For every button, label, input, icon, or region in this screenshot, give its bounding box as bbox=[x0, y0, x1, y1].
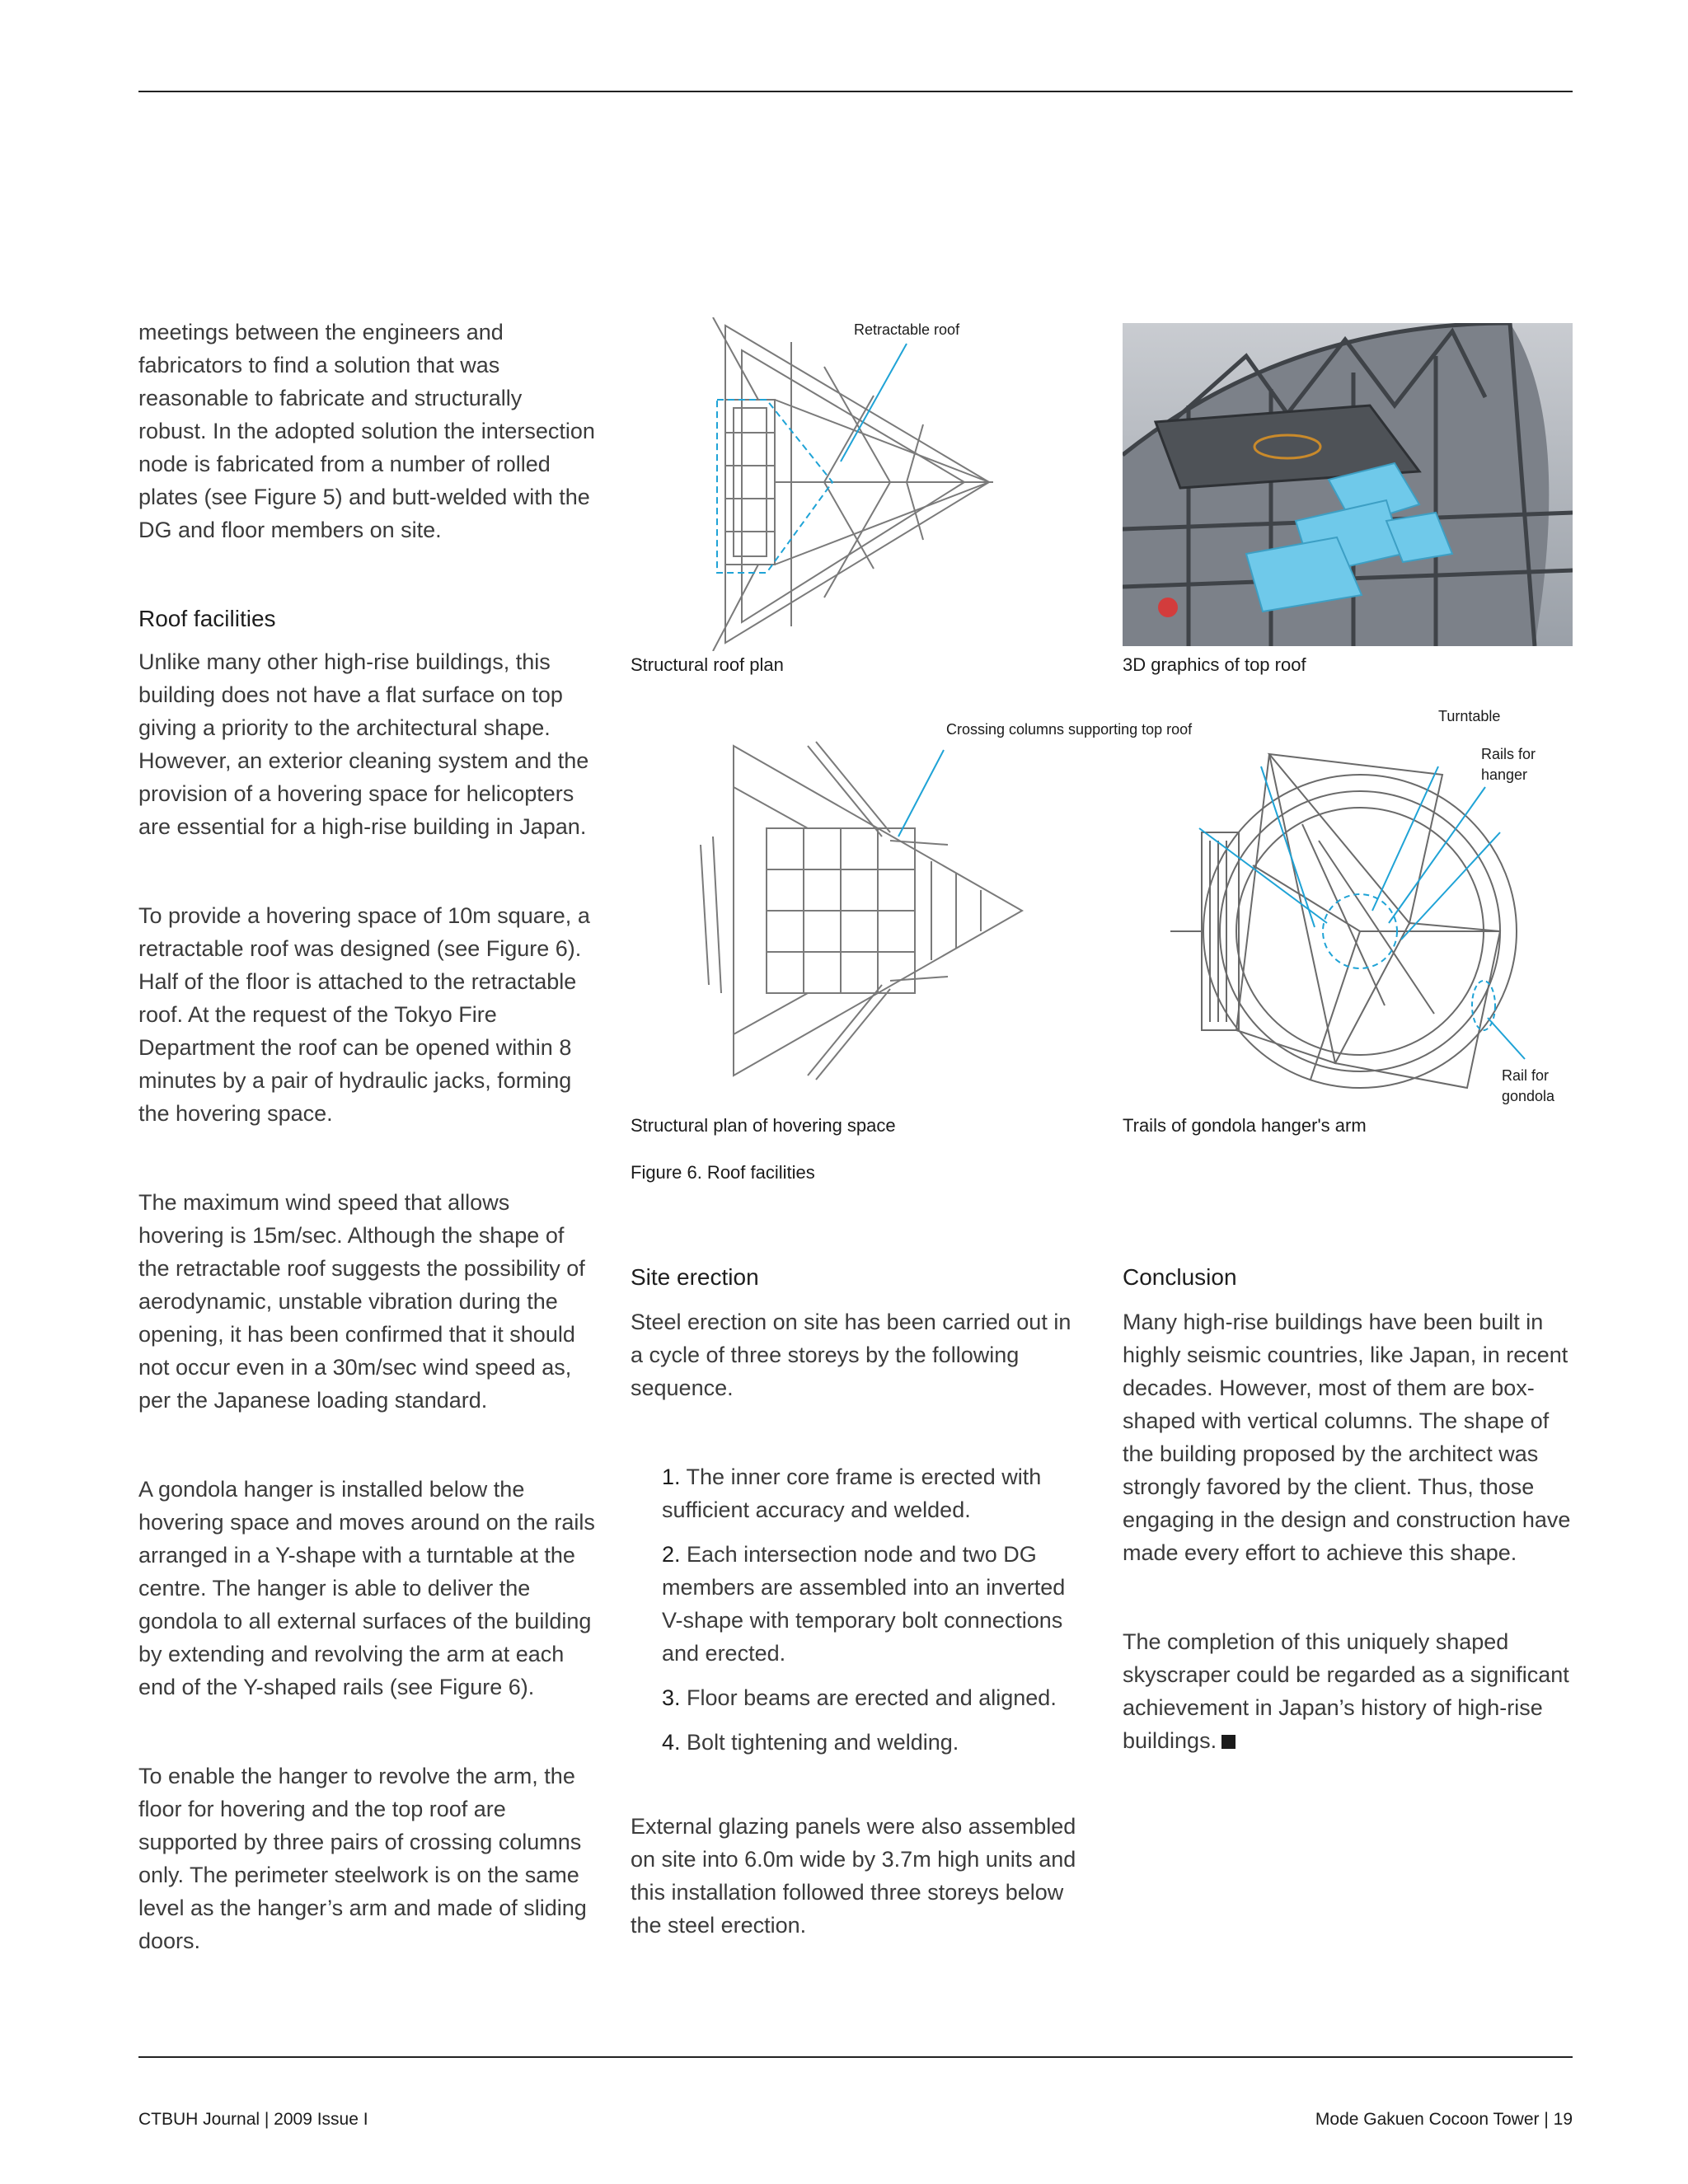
roof-paragraph-5: To enable the hanger to revolve the arm, the floor for hovering and the top roof are supported by three pairs of crossing columns only. The perimeter steelwork is on the same level as the hanger’s arm and made of sliding doors. bbox=[138, 1764, 587, 1953]
structural-roof-plan-drawing bbox=[709, 317, 1014, 651]
conclusion-paragraph-1: Many high-rise buildings have been built in highly seismic countries, like Japan, in recent decades. However, most of them are box-shaped with vertical columns. The shape of the building proposed by the architect was strongly favored by the client. Thus, those engaging in the design and construction have made every effort to achieve this shape. bbox=[1123, 1310, 1571, 1565]
rails-for-hanger-label: Rails for hanger bbox=[1481, 746, 1536, 783]
list-item: 4. Bolt tightening and welding. bbox=[662, 1730, 959, 1755]
roof-paragraph-1: Unlike many other high-rise buildings, this building does not have a flat surface on top giving a priority to the architectural shape. However, an exterior cleaning system and the provision of a hovering space for helicopters are essential for a high-rise building in Japan. bbox=[138, 649, 589, 839]
conclusion-paragraph-2: The completion of this uniquely shaped skyscraper could be regarded as a significant achievement in Japan’s history of high-rise buildings. bbox=[1123, 1629, 1569, 1753]
hovering-space-caption: Structural plan of hovering space bbox=[631, 1115, 896, 1136]
intro-paragraph: meetings between the engineers and fabricators to find a solution that was reasonable to fabricate and structurally robust. In the adopted solution the intersection node is fabricated from a number of rolled plates (see Figure 5) and butt-welded with the DG and floor members on site. bbox=[138, 320, 595, 542]
list-item: 1. The inner core frame is erected with sufficient accuracy and welded. bbox=[662, 1465, 1042, 1522]
footer-page-title: Mode Gakuen Cocoon Tower | 19 bbox=[1315, 2110, 1573, 2129]
header-rule bbox=[138, 91, 1573, 92]
footer-rule bbox=[138, 2056, 1573, 2058]
crossing-columns-label: Crossing columns supporting top roof bbox=[946, 721, 1193, 738]
conclusion-section bbox=[1123, 1261, 1580, 1757]
erection-steps-list bbox=[631, 1460, 1088, 1759]
retractable-roof-label: Retractable roof bbox=[854, 321, 960, 338]
3d-top-roof-render bbox=[1123, 323, 1573, 646]
roof-paragraph-3: The maximum wind speed that allows hovering is 15m/sec. Although the shape of the retractable roof suggests the possibility of aerodynamic, unstable vibration during the opening, it has been confirmed that it should not occur even in a 30m/sec wind speed as, per the Japanese loading standard. bbox=[138, 1190, 585, 1413]
gondola-trails-caption: Trails of gondola hanger's arm bbox=[1123, 1115, 1367, 1136]
rail-for-gondola-label: Rail for gondola bbox=[1502, 1067, 1555, 1104]
footer-journal: CTBUH Journal | 2009 Issue I bbox=[138, 2110, 368, 2129]
gondola-trails-drawing bbox=[1170, 733, 1533, 1121]
turntable-label: Turntable bbox=[1438, 708, 1501, 724]
list-item: 3. Floor beams are erected and aligned. bbox=[662, 1685, 1057, 1710]
site-erection-heading: Site erection bbox=[631, 1264, 759, 1290]
list-item: 2. Each intersection node and two DG members are assembled into an inverted V-shape with temporary bolt connections and erected. bbox=[662, 1542, 1066, 1666]
left-column bbox=[138, 316, 596, 1957]
site-erection-intro: Steel erection on site has been carried out in a cycle of three storeys by the following sequence. bbox=[631, 1310, 1071, 1400]
roof-facilities-heading: Roof facilities bbox=[138, 606, 276, 631]
roof-paragraph-2: To provide a hovering space of 10m square, a retractable roof was designed (see Figure 6). Half of the floor is attached to the retractable roof. At the request of the Tokyo Fire Department the roof can be opened within 8 minutes by a pair of hydraulic jacks, forming the hovering space. bbox=[138, 903, 590, 1126]
site-erection-section bbox=[631, 1261, 1088, 1942]
site-erection-closing: External glazing panels were also assembled on site into 6.0m wide by 3.7m high units and this installation followed three storeys below the steel erection. bbox=[631, 1814, 1076, 1938]
figure-6-caption: Figure 6. Roof facilities bbox=[631, 1162, 815, 1183]
conclusion-heading: Conclusion bbox=[1123, 1264, 1237, 1290]
3d-graphics-caption: 3D graphics of top roof bbox=[1123, 654, 1306, 675]
roof-plan-caption: Structural roof plan bbox=[631, 654, 784, 675]
end-mark-icon bbox=[1221, 1735, 1236, 1749]
hovering-space-plan-drawing bbox=[684, 738, 1030, 1084]
roof-paragraph-4: A gondola hanger is installed below the hovering space and moves around on the rails arranged in a Y-shape with a turntable at the centre. The hanger is able to deliver the gondola to all external surfaces of the building by extending and revolving the arm at each end of the Y-shaped rails (see Figure 6). bbox=[138, 1477, 595, 1699]
